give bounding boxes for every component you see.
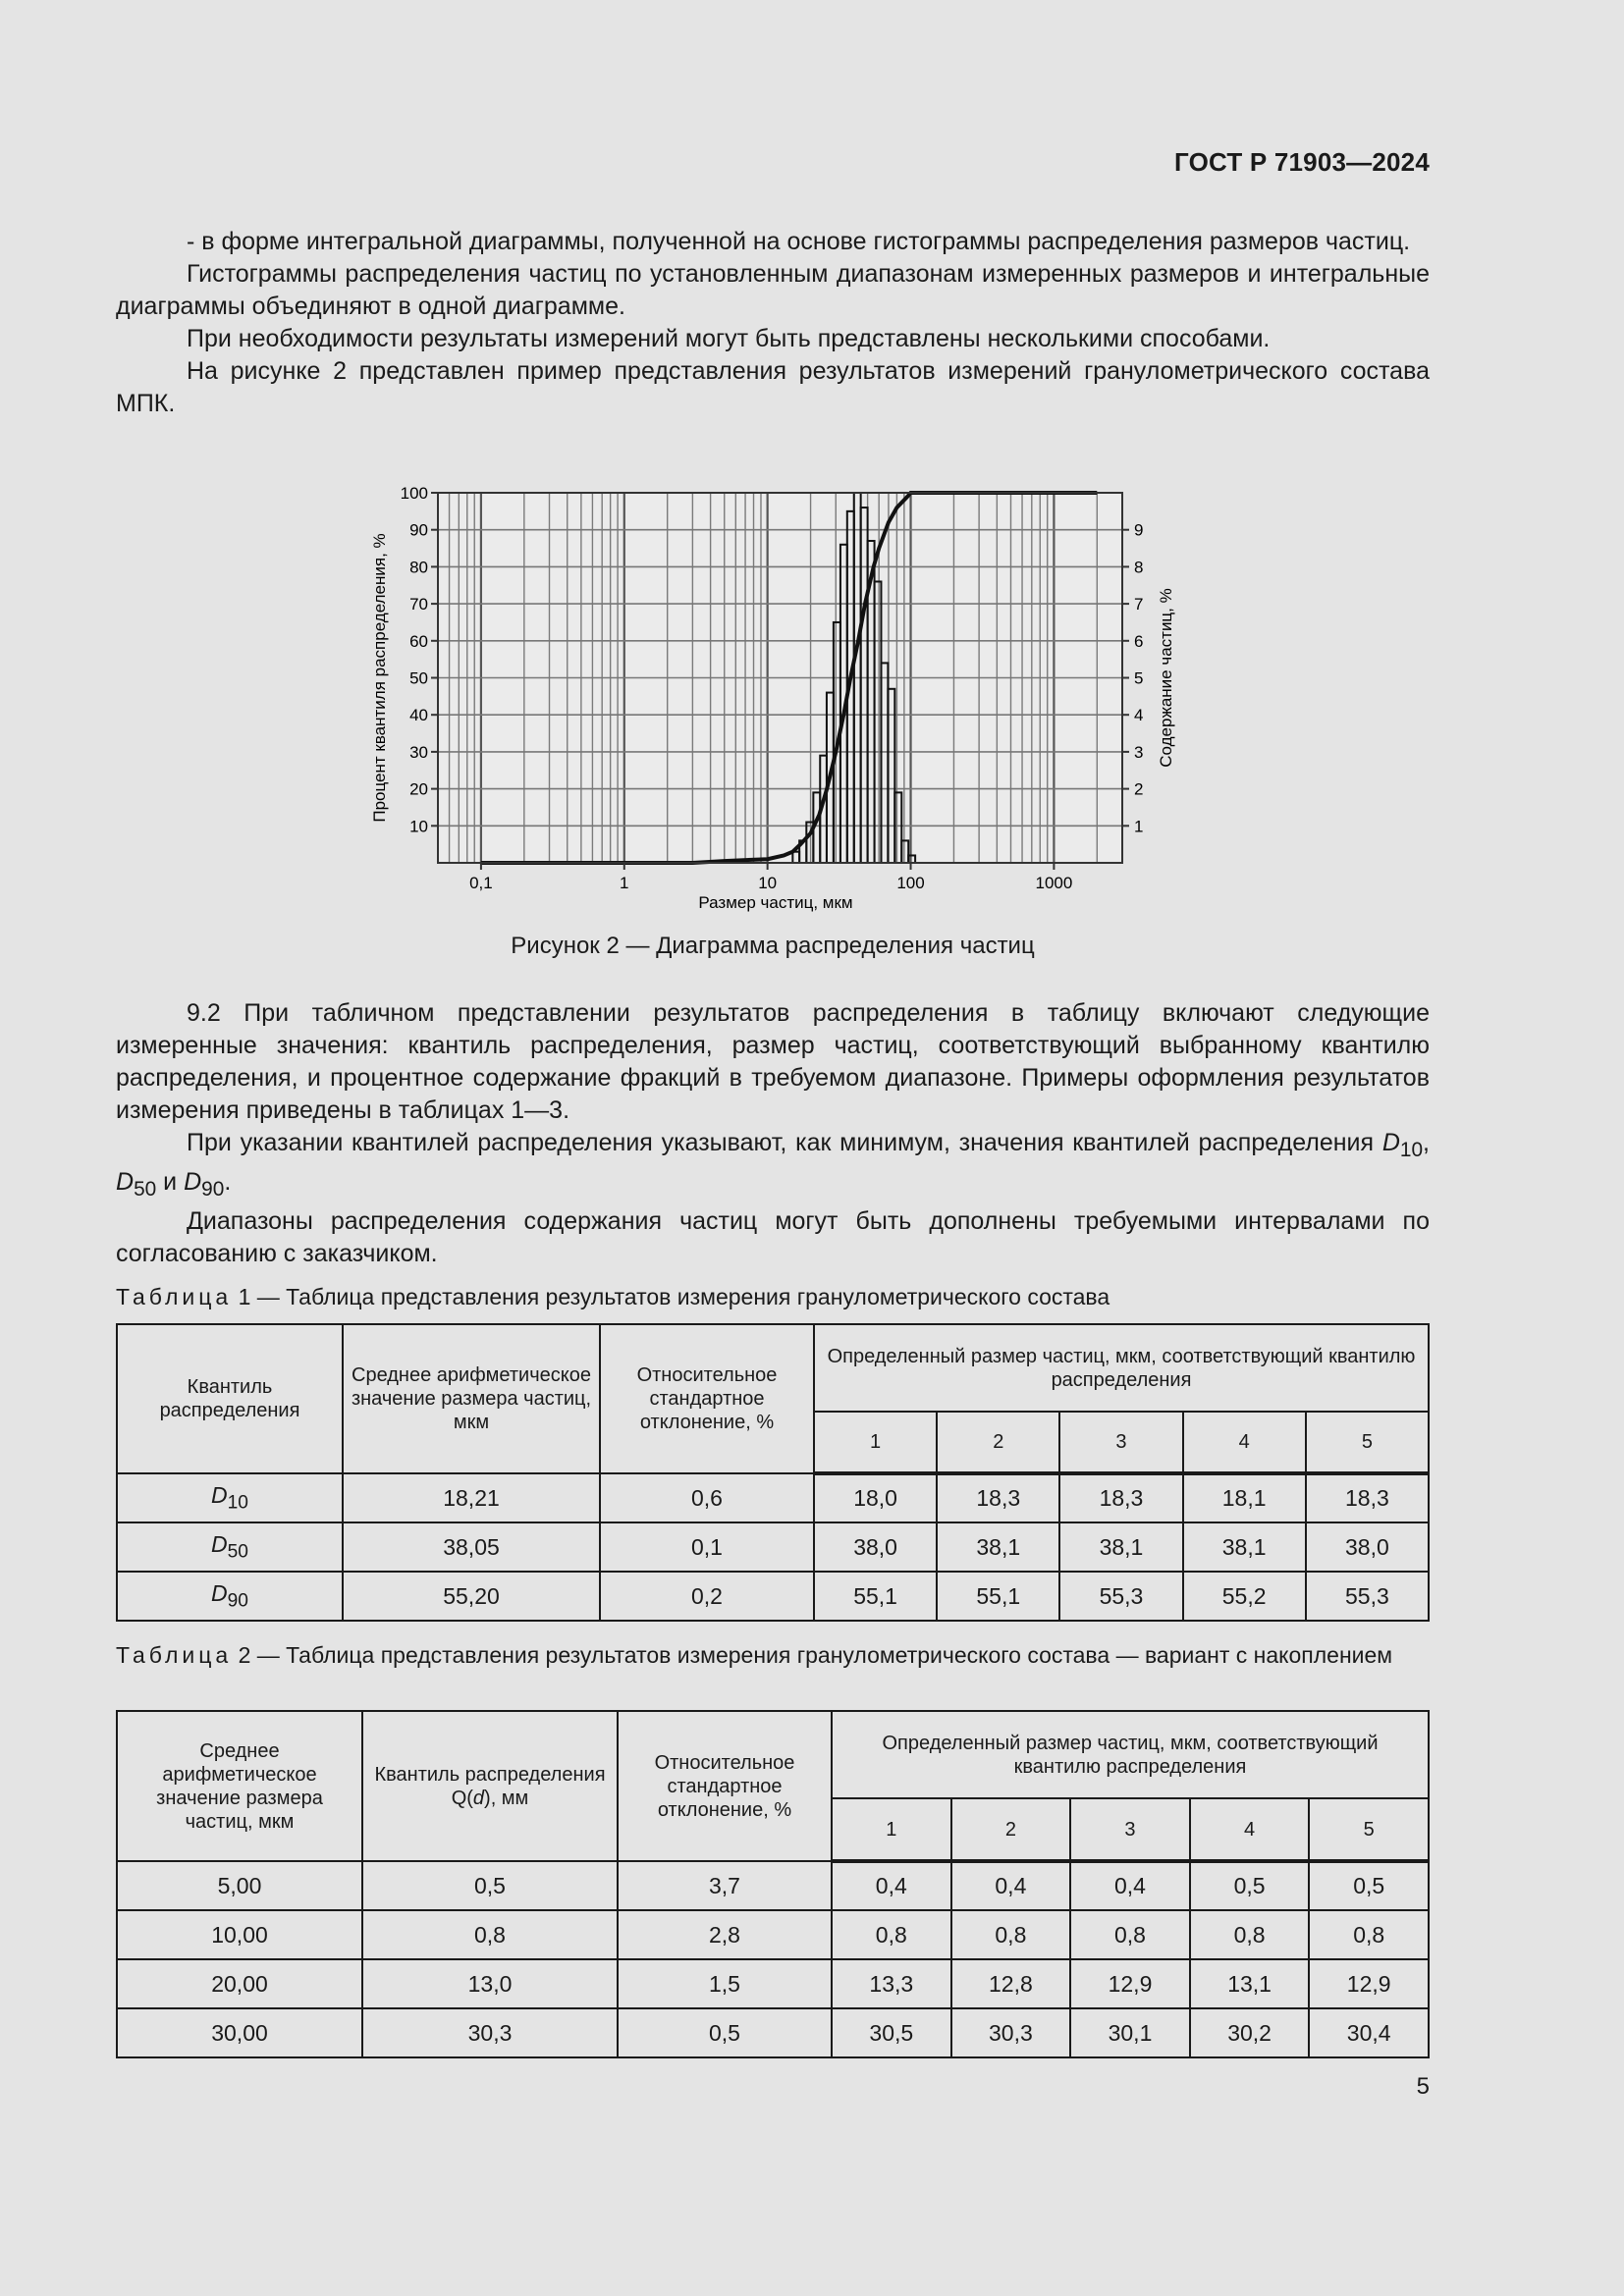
table-cell: 30,3	[951, 2008, 1071, 2057]
d10-sub: 10	[1399, 1139, 1424, 1161]
x-tick-label: 10	[758, 874, 778, 892]
table-cell: 55,3	[1059, 1572, 1182, 1621]
table-cell: 13,0	[362, 1959, 618, 2008]
table1-caption-text: 1 — Таблица представления результатов измерения гранулометрического состава	[232, 1284, 1110, 1309]
table-cell: 12,8	[951, 1959, 1071, 2008]
table2-subheader: 3	[1070, 1798, 1190, 1861]
table1-subheader: 2	[937, 1412, 1059, 1473]
table-cell: 0,5	[618, 2008, 832, 2057]
d-symbol: D	[116, 1168, 135, 1196]
and-separator: и	[156, 1168, 185, 1196]
table1-quantile-cell	[117, 1473, 343, 1522]
table-cell: 12,9	[1070, 1959, 1190, 2008]
x-axis-label: Размер частиц, мкм	[698, 893, 853, 912]
table2	[116, 1710, 1430, 2058]
table-row	[117, 1473, 1429, 1522]
x-tick-label: 1000	[1035, 874, 1073, 892]
table-row	[117, 1522, 1429, 1572]
page-number: 5	[1416, 2073, 1430, 2100]
table2-header-group: Определенный размер частиц, мкм, соответствующий квантилю распределения	[832, 1711, 1429, 1798]
table-cell: 13,1	[1190, 1959, 1310, 2008]
table2-caption-text: 2 — Таблица представления результатов измерения гранулометрического состава — вариант с накоплением	[232, 1642, 1393, 1668]
quantile-sub: 90	[227, 1590, 248, 1612]
table1-quantile-cell	[117, 1572, 343, 1621]
table-cell: 3,7	[618, 1861, 832, 1910]
table-cell: 38,1	[937, 1522, 1059, 1572]
table-cell: 55,3	[1306, 1572, 1429, 1621]
table-cell: 30,2	[1190, 2008, 1310, 2057]
d-symbol: D	[184, 1168, 202, 1196]
d-symbol: D	[211, 1530, 228, 1557]
table-cell: 2,8	[618, 1910, 832, 1959]
table2-header-rsd: Относительное стандартное отклонение, %	[618, 1711, 832, 1861]
section-9-2-paragraph-2	[116, 1127, 1430, 1205]
table-cell: 0,5	[1190, 1861, 1310, 1910]
table1-caption	[116, 1282, 1430, 1312]
d-symbol: D	[211, 1579, 228, 1606]
period: .	[224, 1168, 232, 1196]
y-left-tick-label: 60	[409, 631, 428, 651]
particle-distribution-chart	[363, 481, 1208, 923]
table-cell: 18,3	[1059, 1473, 1182, 1522]
table2-subheader: 1	[832, 1798, 951, 1861]
table-cell: 55,2	[1183, 1572, 1306, 1621]
intro-block	[116, 226, 1430, 420]
comma-separator: ,	[1423, 1129, 1430, 1156]
table-cell: 1,5	[618, 1959, 832, 2008]
d50-sub: 50	[134, 1178, 157, 1201]
table-cell: 0,8	[1309, 1910, 1429, 1959]
d-symbol: D	[211, 1481, 228, 1508]
document-code-header: ГОСТ Р 71903—2024	[1174, 147, 1430, 177]
table2-header-mean: Среднее арифметическое значение размера частиц, мкм	[117, 1711, 362, 1861]
table-cell: 18,1	[1183, 1473, 1306, 1522]
y-right-tick-label: 5	[1134, 668, 1144, 688]
table1-subheader: 4	[1183, 1412, 1306, 1473]
intro-paragraph-1: - в форме интегральной диаграммы, полученной на основе гистограммы распределения размеров частиц.	[187, 228, 1411, 255]
y-left-tick-label: 10	[409, 817, 428, 836]
table-cell: 13,3	[832, 1959, 951, 2008]
table-cell: 5,00	[117, 1861, 362, 1910]
y-right-tick-label: 7	[1134, 595, 1144, 614]
y-axis-left-label: Процент квантиля распределения, %	[370, 533, 389, 823]
quantile-header-text: Квантиль распределения Q(	[374, 1763, 606, 1809]
intro-paragraph-4: На рисунке 2 представлен пример представления результатов измерений гранулометрического состава МПК.	[116, 357, 1430, 417]
table-cell: 30,00	[117, 2008, 362, 2057]
table1-subheader: 3	[1059, 1412, 1182, 1473]
table-row	[117, 2008, 1429, 2057]
quantile-text: При указании квантилей распределения указывают, как минимум, значения квантилей распределения	[187, 1129, 1382, 1156]
table-cell: 55,1	[814, 1572, 937, 1621]
table-cell: 0,8	[832, 1910, 951, 1959]
table-cell: 30,5	[832, 2008, 951, 2057]
table-cell: 0,5	[362, 1861, 618, 1910]
y-left-tick-label: 50	[409, 668, 428, 688]
table-cell: 18,3	[937, 1473, 1059, 1522]
x-tick-label: 100	[896, 874, 925, 892]
quantile-header-var: d	[472, 1787, 485, 1809]
y-right-tick-label: 3	[1134, 742, 1144, 762]
table2-caption	[116, 1640, 1430, 1671]
y-left-tick-label: 70	[409, 595, 428, 614]
table-cell: 38,05	[343, 1522, 600, 1572]
y-right-tick-label: 4	[1134, 706, 1144, 725]
table-row	[117, 1572, 1429, 1621]
table-cell: 20,00	[117, 1959, 362, 2008]
table2-subheader: 4	[1190, 1798, 1310, 1861]
table2-caption-word: Таблица	[116, 1642, 233, 1668]
y-axis-right-label: Содержание частиц, %	[1157, 588, 1175, 768]
quantile-sub: 50	[227, 1541, 248, 1563]
table-cell: 12,9	[1309, 1959, 1429, 2008]
y-right-tick-label: 2	[1134, 779, 1144, 799]
table-cell: 0,8	[951, 1910, 1071, 1959]
table-row	[117, 1959, 1429, 2008]
table-cell: 18,21	[343, 1473, 600, 1522]
table-cell: 10,00	[117, 1910, 362, 1959]
table-cell: 38,1	[1059, 1522, 1182, 1572]
y-left-tick-label: 80	[409, 558, 428, 577]
table-cell: 0,8	[362, 1910, 618, 1959]
table-row	[117, 1861, 1429, 1910]
y-left-tick-label: 100	[400, 484, 428, 503]
intro-paragraph-2: Гистограммы распределения частиц по установленным диапазонам измеренных размеров и интегральные диаграммы объединяют в одной диаграмме.	[116, 260, 1430, 320]
table-cell: 0,4	[951, 1861, 1071, 1910]
table-cell: 18,0	[814, 1473, 937, 1522]
section-9-2-paragraph-3: Диапазоны распределения содержания частиц могут быть дополнены требуемыми интервалами по согласованию с заказчиком.	[116, 1207, 1430, 1267]
table-cell: 30,4	[1309, 2008, 1429, 2057]
table-cell: 0,4	[832, 1861, 951, 1910]
table-cell: 0,5	[1309, 1861, 1429, 1910]
x-tick-label: 1	[620, 874, 629, 892]
intro-paragraph-3: При необходимости результаты измерений могут быть представлены несколькими способами.	[187, 325, 1271, 352]
section-9-2	[116, 997, 1430, 1270]
y-left-tick-label: 40	[409, 706, 428, 725]
table1-header-mean: Среднее арифметическое значение размера частиц, мкм	[343, 1324, 600, 1473]
y-right-tick-label: 1	[1134, 817, 1144, 836]
y-left-tick-label: 30	[409, 742, 428, 762]
y-right-tick-label: 9	[1134, 520, 1144, 540]
table-cell: 30,1	[1070, 2008, 1190, 2057]
quantile-sub: 10	[227, 1492, 248, 1514]
y-right-tick-label: 6	[1134, 631, 1144, 651]
table1-caption-word: Таблица	[116, 1284, 233, 1309]
quantile-header-unit: ), мм	[484, 1787, 529, 1809]
table2-subheader: 5	[1309, 1798, 1429, 1861]
table-cell: 55,1	[937, 1572, 1059, 1621]
table-cell: 38,1	[1183, 1522, 1306, 1572]
table1-subheader: 5	[1306, 1412, 1429, 1473]
x-tick-label: 0,1	[469, 874, 493, 892]
table-cell: 55,20	[343, 1572, 600, 1621]
table1-quantile-cell	[117, 1522, 343, 1572]
table2-subheader: 2	[951, 1798, 1071, 1861]
table-cell: 0,4	[1070, 1861, 1190, 1910]
d-symbol: D	[1381, 1129, 1400, 1156]
table-row	[117, 1910, 1429, 1959]
table-cell: 38,0	[814, 1522, 937, 1572]
table-cell: 0,2	[600, 1572, 814, 1621]
figure-caption: Рисунок 2 — Диаграмма распределения частиц	[511, 933, 1035, 959]
table2-header-quantile	[362, 1711, 618, 1861]
table1	[116, 1323, 1430, 1622]
y-right-tick-label: 8	[1134, 558, 1144, 577]
table1-header-quantile: Квантиль распределения	[117, 1324, 343, 1473]
table-cell: 0,6	[600, 1473, 814, 1522]
y-left-tick-label: 90	[409, 520, 428, 540]
y-left-tick-label: 20	[409, 779, 428, 799]
table-cell: 0,8	[1190, 1910, 1310, 1959]
table1-header-group: Определенный размер частиц, мкм, соответствующий квантилю распределения	[814, 1324, 1429, 1412]
table-cell: 0,1	[600, 1522, 814, 1572]
table-cell: 18,3	[1306, 1473, 1429, 1522]
d90-sub: 90	[201, 1178, 225, 1201]
section-9-2-paragraph-1: 9.2 При табличном представлении результатов распределения в таблицу включают следующие измеренные значения: квантиль распределения, размер частиц, соответствующий выбранному квантилю распределения, и процентное содержание фракций в требуемом диапазоне. Примеры оформления результатов измерения приведены в таблицах 1—3.	[116, 999, 1430, 1124]
table-cell: 38,0	[1306, 1522, 1429, 1572]
table-cell: 0,8	[1070, 1910, 1190, 1959]
table1-subheader: 1	[814, 1412, 937, 1473]
table-cell: 30,3	[362, 2008, 618, 2057]
table1-header-rsd: Относительное стандартное отклонение, %	[600, 1324, 814, 1473]
